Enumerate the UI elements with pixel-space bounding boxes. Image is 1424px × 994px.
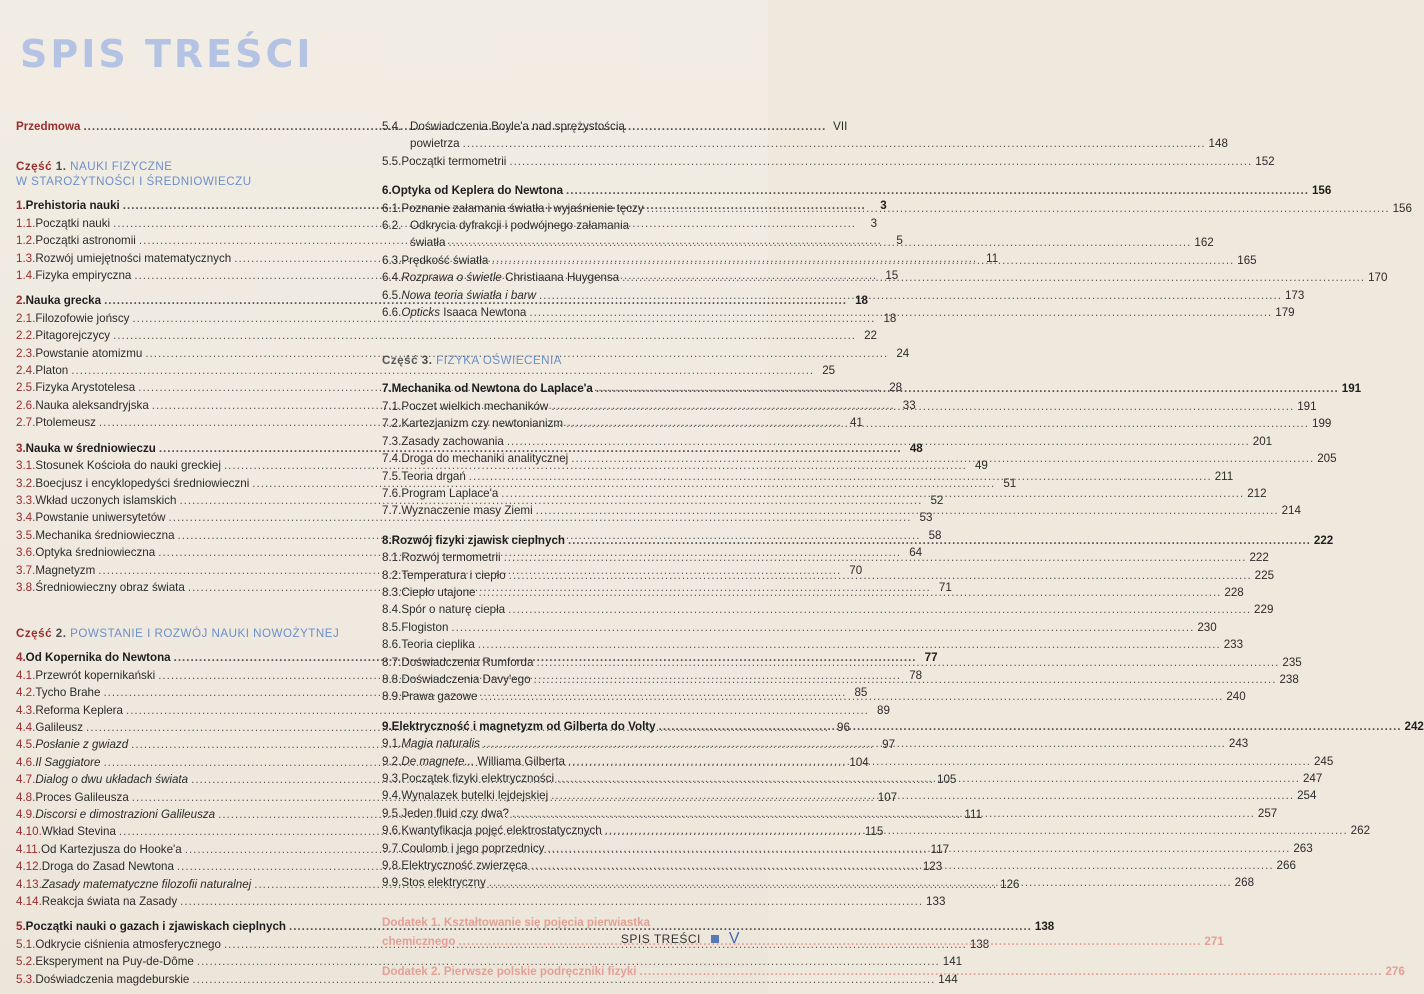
chapter-4[interactable]: 4. Od Kopernika do Newtona ..... 77 bbox=[16, 649, 358, 666]
toc-entry[interactable]: 9.4. Wynalazek butelki lejdejskiej ..... 254 bbox=[382, 787, 742, 804]
toc-entry[interactable]: 2.2. Pitagorejczycy ..... 22 bbox=[16, 327, 358, 344]
toc-entry[interactable]: 3.3. Wkład uczonych islamskich ..... 52 bbox=[16, 492, 358, 509]
toc-entry-continuation[interactable]: powietrza ..... 148 bbox=[382, 135, 742, 152]
page-number: V bbox=[728, 930, 740, 947]
toc-entry[interactable]: 2.7. Ptolemeusz ..... 41 bbox=[16, 414, 358, 431]
chapter-1[interactable]: 1. Prehistoria nauki ..... 3 bbox=[16, 197, 358, 214]
part-2-heading: Część 2. POWSTANIE I ROZWÓJ NAUKI NOWOŻYTNEJ bbox=[16, 627, 340, 641]
chapter-8[interactable]: 8. Rozwój fizyki zjawisk cieplnych ..... 222 bbox=[382, 532, 742, 549]
toc-entry[interactable]: 4.14. Reakcja świata na Zasady ..... 133 bbox=[16, 893, 358, 910]
toc-entry[interactable]: 5.4. Doświadczenia Boyle'a nad sprężystością bbox=[382, 120, 625, 133]
toc-entry[interactable]: 4.5. Posłanie z gwiazd ..... 97 bbox=[16, 736, 358, 753]
toc-entry[interactable]: 5.3. Doświadczenia magdeburskie ..... 144 bbox=[16, 971, 358, 988]
toc-entry[interactable]: 6.2. Odkrycia dyfrakcji i podwójnego załamania bbox=[382, 219, 630, 233]
toc-entry[interactable]: 9.6. Kwantyfikacja pojęć elektrostatycznych ..... 262 bbox=[382, 822, 742, 839]
toc-entry[interactable]: 4.9. Discorsi e dimostrazioni Galileusza ..... 111 bbox=[16, 806, 358, 823]
toc-entry[interactable]: 6.3. Prędkość światła ..... 165 bbox=[382, 252, 742, 269]
toc-entry[interactable]: 7.2. Kartezjanizm czy newtonianizm ..... 199 bbox=[382, 415, 742, 432]
toc-entry[interactable]: 4.13. Zasady matematyczne filozofii naturalnej ..... 126 bbox=[16, 876, 358, 893]
toc-entry[interactable]: 2.1. Filozofowie jońscy ..... 18 bbox=[16, 310, 358, 327]
toc-entry[interactable]: 2.4. Platon ..... 25 bbox=[16, 362, 358, 379]
part-1-heading: Część 1. NAUKI FIZYCZNE W STAROŻYTNOŚCI I ŚREDNIOWIECZU bbox=[16, 160, 252, 189]
chapter-9[interactable]: 9. Elektryczność i magnetyzm od Gilberta do Volty ..... 242 bbox=[382, 718, 742, 735]
appendix-1-continuation[interactable]: chemicznego ..... 271 bbox=[382, 933, 742, 950]
toc-entry[interactable]: 4.12. Droga do Zasad Newtona ..... 123 bbox=[16, 858, 358, 875]
toc-entry[interactable]: 3.7. Magnetyzm ..... 70 bbox=[16, 562, 358, 579]
toc-entry[interactable]: 9.7. Coulomb i jego poprzednicy ..... 263 bbox=[382, 840, 742, 857]
toc-entry[interactable]: 8.3. Ciepło utajone ..... 228 bbox=[382, 584, 742, 601]
toc-entry[interactable]: 3.2. Boecjusz i encyklopedyści średniowieczni ..... 51 bbox=[16, 475, 358, 492]
chapter-6[interactable]: 6. Optyka od Keplera do Newtona ..... 156 bbox=[382, 182, 742, 199]
toc-entry[interactable]: 9.8. Elektryczność zwierzęca ..... 266 bbox=[382, 857, 742, 874]
toc-entry[interactable]: 6.1. Poznanie załamania światła i wyjaśnienie tęczy ..... 156 bbox=[382, 200, 742, 217]
footer-square-icon bbox=[711, 935, 719, 943]
toc-entry[interactable]: 1.1. Początki nauki ..... 3 bbox=[16, 215, 358, 232]
toc-entry[interactable]: 2.3. Powstanie atomizmu ..... 24 bbox=[16, 345, 358, 362]
chapter-7[interactable]: 7. Mechanika od Newtona do Laplace'a ..... 191 bbox=[382, 380, 742, 397]
toc-entry[interactable]: 4.8. Proces Galileusza ..... 107 bbox=[16, 789, 358, 806]
toc-entry[interactable]: 3.6. Optyka średniowieczna ..... 64 bbox=[16, 544, 358, 561]
toc-entry[interactable]: 7.7. Wyznaczenie masy Ziemi ..... 214 bbox=[382, 502, 742, 519]
appendix-2[interactable]: Dodatek 2. Pierwsze polskie podręczniki fizyki ..... 276 bbox=[382, 963, 742, 980]
toc-entry[interactable]: 3.8. Średniowieczny obraz świata ..... 71 bbox=[16, 579, 358, 596]
toc-entry[interactable]: 1.2. Początki astronomii ..... 5 bbox=[16, 232, 358, 249]
toc-entry-preface[interactable]: Przedmowa ..... VII bbox=[16, 118, 358, 135]
toc-entry[interactable]: 8.9. Prawa gazowe ..... 240 bbox=[382, 688, 742, 705]
toc-entry[interactable]: 5.5. Początki termometrii ..... 152 bbox=[382, 153, 742, 170]
toc-entry[interactable]: 5.2. Eksperyment na Puy-de-Dôme ..... 141 bbox=[16, 953, 358, 970]
toc-entry[interactable]: 8.5. Flogiston ..... 230 bbox=[382, 619, 742, 636]
toc-entry[interactable]: 4.11. Od Kartezjusza do Hooke'a ..... 117 bbox=[16, 841, 358, 858]
toc-entry[interactable]: 4.3. Reforma Keplera ..... 89 bbox=[16, 702, 358, 719]
toc-entry[interactable]: 8.8. Doświadczenia Davy'ego ..... 238 bbox=[382, 671, 742, 688]
toc-entry[interactable]: 3.4. Powstanie uniwersytetów ..... 53 bbox=[16, 509, 358, 526]
page-footer bbox=[621, 930, 740, 948]
toc-entry[interactable]: 5.1. Odkrycie ciśnienia atmosferycznego ..... 138 bbox=[16, 936, 358, 953]
chapter-5[interactable]: 5. Początki nauki o gazach i zjawiskach cieplnych ..... 138 bbox=[16, 918, 358, 935]
toc-entry[interactable]: 8.2. Temperatura i ciepło ..... 225 bbox=[382, 567, 742, 584]
toc-entry-continuation[interactable]: światła ..... 162 bbox=[382, 234, 742, 251]
toc-entry[interactable]: 7.4. Droga do mechaniki analitycznej ..... 205 bbox=[382, 450, 742, 467]
toc-entry[interactable]: 9.2. De magnete... Williama Gilberta ..... 245 bbox=[382, 753, 742, 770]
toc-entry[interactable]: 9.3. Początek fizyki elektryczności ..... 247 bbox=[382, 770, 742, 787]
toc-entry[interactable]: 4.10. Wkład Stevina ..... 115 bbox=[16, 823, 358, 840]
toc-entry[interactable]: 8.1. Rozwój termometrii ..... 222 bbox=[382, 549, 742, 566]
toc-entry[interactable]: 2.5. Fizyka Arystotelesa ..... 28 bbox=[16, 379, 358, 396]
toc-entry[interactable]: 8.6. Teoria cieplika ..... 233 bbox=[382, 636, 742, 653]
toc-entry[interactable]: 2.6. Nauka aleksandryjska ..... 33 bbox=[16, 397, 358, 414]
toc-entry[interactable]: 3.5. Mechanika średniowieczna ..... 58 bbox=[16, 527, 358, 544]
toc-entry[interactable]: 3.1. Stosunek Kościoła do nauki greckiej ..... 49 bbox=[16, 457, 358, 474]
toc-entry[interactable]: 7.3. Zasady zachowania ..... 201 bbox=[382, 433, 742, 450]
toc-entry[interactable]: 6.5. Nowa teoria światła i barw ..... 173 bbox=[382, 287, 742, 304]
toc-entry[interactable]: 6.4. Rozprawa o świetle Christiaana Huygensa ..... 170 bbox=[382, 269, 742, 286]
toc-entry[interactable]: 4.6. Il Saggiatore ..... 104 bbox=[16, 754, 358, 771]
part-3-heading: Część 3. FIZYKA OŚWIECENIA bbox=[382, 354, 562, 368]
toc-entry[interactable]: 1.3. Rozwój umiejętności matematycznych ..... 11 bbox=[16, 250, 358, 267]
toc-entry[interactable]: 4.4. Galileusz ..... 96 bbox=[16, 719, 358, 736]
toc-entry[interactable]: 8.7. Doświadczenia Rumforda ..... 235 bbox=[382, 654, 742, 671]
toc-entry[interactable]: 1.4. Fizyka empiryczna ..... 15 bbox=[16, 267, 358, 284]
toc-entry[interactable]: 4.7. Dialog o dwu układach świata ..... 105 bbox=[16, 771, 358, 788]
toc-entry[interactable]: 7.5. Teoria drgań ..... 211 bbox=[382, 468, 742, 485]
chapter-2[interactable]: 2. Nauka grecka ..... 18 bbox=[16, 292, 358, 309]
toc-entry[interactable]: 4.2. Tycho Brahe ..... 85 bbox=[16, 684, 358, 701]
toc-entry[interactable]: 7.6. Program Laplace'a ..... 212 bbox=[382, 485, 742, 502]
toc-entry[interactable]: 9.5. Jeden fluid czy dwa? ..... 257 bbox=[382, 805, 742, 822]
toc-entry[interactable]: 7.1. Poczet wielkich mechaników ..... 191 bbox=[382, 398, 742, 415]
toc-entry[interactable]: 8.4. Spór o naturę ciepła ..... 229 bbox=[382, 601, 742, 618]
footer-label: SPIS TREŚCI bbox=[620, 932, 701, 946]
toc-entry[interactable]: 9.9. Stos elektryczny ..... 268 bbox=[382, 874, 742, 891]
toc-entry[interactable]: 6.6. Opticks Isaaca Newtona ..... 179 bbox=[382, 304, 742, 321]
appendix-1[interactable]: Dodatek 1. Kształtowanie się pojęcia pierwiastka bbox=[382, 915, 651, 929]
page-title: SPIS TREŚCI bbox=[20, 32, 314, 76]
toc-entry[interactable]: 9.1. Magia naturalis ..... 243 bbox=[382, 735, 742, 752]
chapter-3[interactable]: 3. Nauka w średniowieczu ..... 48 bbox=[16, 440, 358, 457]
toc-entry[interactable]: 4.1. Przewrót kopernikański ..... 78 bbox=[16, 667, 358, 684]
